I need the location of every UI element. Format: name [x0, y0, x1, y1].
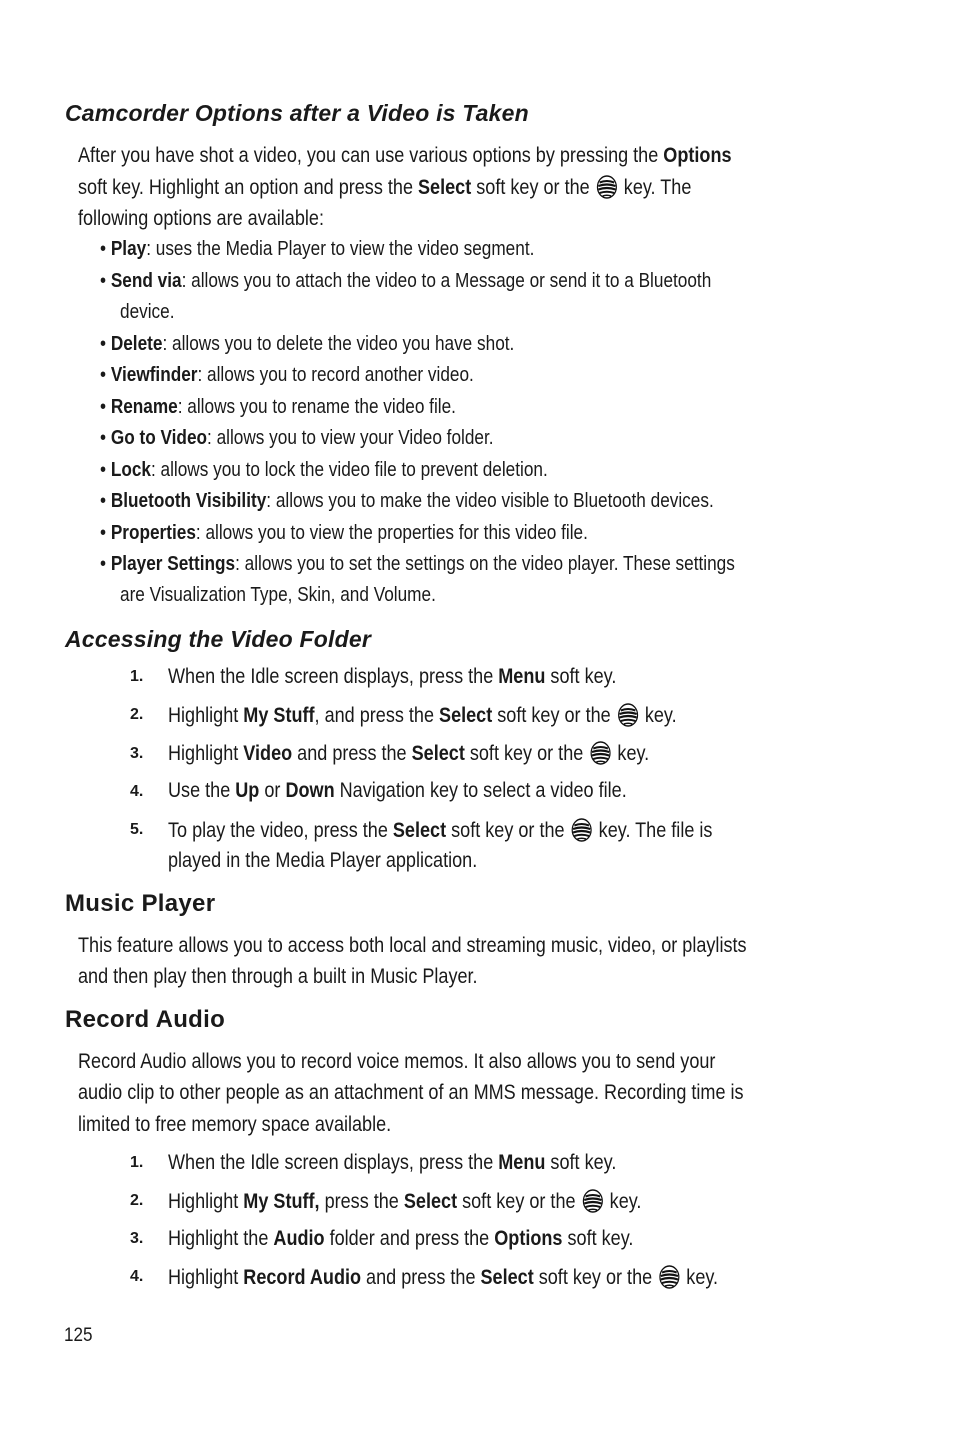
step-text: Highlight My Stuff, and press the Select soft key or the key. — [168, 704, 677, 727]
option-rename: • Rename: allows you to rename the video file. — [100, 396, 456, 418]
step-text: When the Idle screen displays, press the Menu soft key. — [168, 665, 617, 688]
section-heading-music-player: Music Player — [65, 890, 216, 917]
option-player-settings-cont: are Visualization Type, Skin, and Volume. — [120, 584, 436, 606]
att-globe-key-icon — [617, 703, 638, 727]
step-text: Use the Up or Down Navigation key to select a video file. — [168, 779, 627, 802]
step-number: 2. — [130, 706, 144, 723]
option-lock: • Lock: allows you to lock the video file to prevent deletion. — [100, 459, 548, 481]
step-number: 3. — [130, 1230, 144, 1247]
option-go-to-video: • Go to Video: allows you to view your Video folder. — [100, 427, 494, 449]
step-number: 3. — [130, 745, 144, 762]
section-heading-camcorder-options: Camcorder Options after a Video is Taken — [65, 100, 529, 126]
record-audio-line-2: audio clip to other people as an attachment of an MMS message. Recording time is — [78, 1081, 744, 1104]
section-heading-record-audio: Record Audio — [65, 1006, 226, 1033]
step-number: 1. — [130, 668, 144, 685]
att-globe-key-icon — [590, 741, 611, 765]
step-text: When the Idle screen displays, press the Menu soft key. — [168, 1151, 617, 1174]
att-globe-key-icon — [596, 175, 617, 199]
step-text-cont: played in the Media Player application. — [168, 849, 478, 872]
option-play: • Play: uses the Media Player to view the video segment. — [100, 238, 535, 260]
option-bluetooth-visibility: • Bluetooth Visibility: allows you to make the video visible to Bluetooth devices. — [100, 490, 714, 512]
step-number: 2. — [130, 1192, 144, 1209]
option-player-settings: • Player Settings: allows you to set the settings on the video player. These settings — [100, 553, 735, 575]
option-properties: • Properties: allows you to view the properties for this video file. — [100, 522, 588, 544]
att-globe-key-icon — [582, 1189, 603, 1213]
record-audio-line-3: limited to free memory space available. — [78, 1113, 392, 1136]
intro-line-3: following options are available: — [78, 207, 324, 230]
option-send-via-cont: device. — [120, 301, 175, 323]
intro-line-1: After you have shot a video, you can use various options by pressing the Options — [78, 144, 732, 167]
step-text: Highlight Video and press the Select soft key or the key. — [168, 742, 650, 765]
section-heading-video-folder: Accessing the Video Folder — [65, 626, 371, 652]
step-text: Highlight Record Audio and press the Select soft key or the key. — [168, 1266, 719, 1289]
page-number: 125 — [64, 1325, 93, 1346]
step-text: Highlight My Stuff, press the Select soft key or the key. — [168, 1190, 642, 1213]
option-viewfinder: • Viewfinder: allows you to record another video. — [100, 364, 474, 386]
option-delete: • Delete: allows you to delete the video you have shot. — [100, 333, 515, 355]
step-number: 1. — [130, 1154, 144, 1171]
step-text: To play the video, press the Select soft key or the key. The file is — [168, 819, 713, 842]
music-player-line-2: and then play then through a built in Music Player. — [78, 965, 478, 988]
option-send-via: • Send via: allows you to attach the video to a Message or send it to a Bluetooth — [100, 270, 712, 292]
intro-line-2: soft key. Highlight an option and press the Select soft key or the key. The — [78, 176, 692, 199]
step-number: 4. — [130, 1268, 144, 1285]
step-number: 4. — [130, 783, 144, 800]
att-globe-key-icon — [571, 818, 592, 842]
step-text: Highlight the Audio folder and press the Options soft key. — [168, 1227, 634, 1250]
music-player-line-1: This feature allows you to access both local and streaming music, video, or playlists — [78, 934, 747, 957]
step-number: 5. — [130, 821, 144, 838]
att-globe-key-icon — [659, 1265, 680, 1289]
record-audio-line-1: Record Audio allows you to record voice memos. It also allows you to send your — [78, 1050, 716, 1073]
